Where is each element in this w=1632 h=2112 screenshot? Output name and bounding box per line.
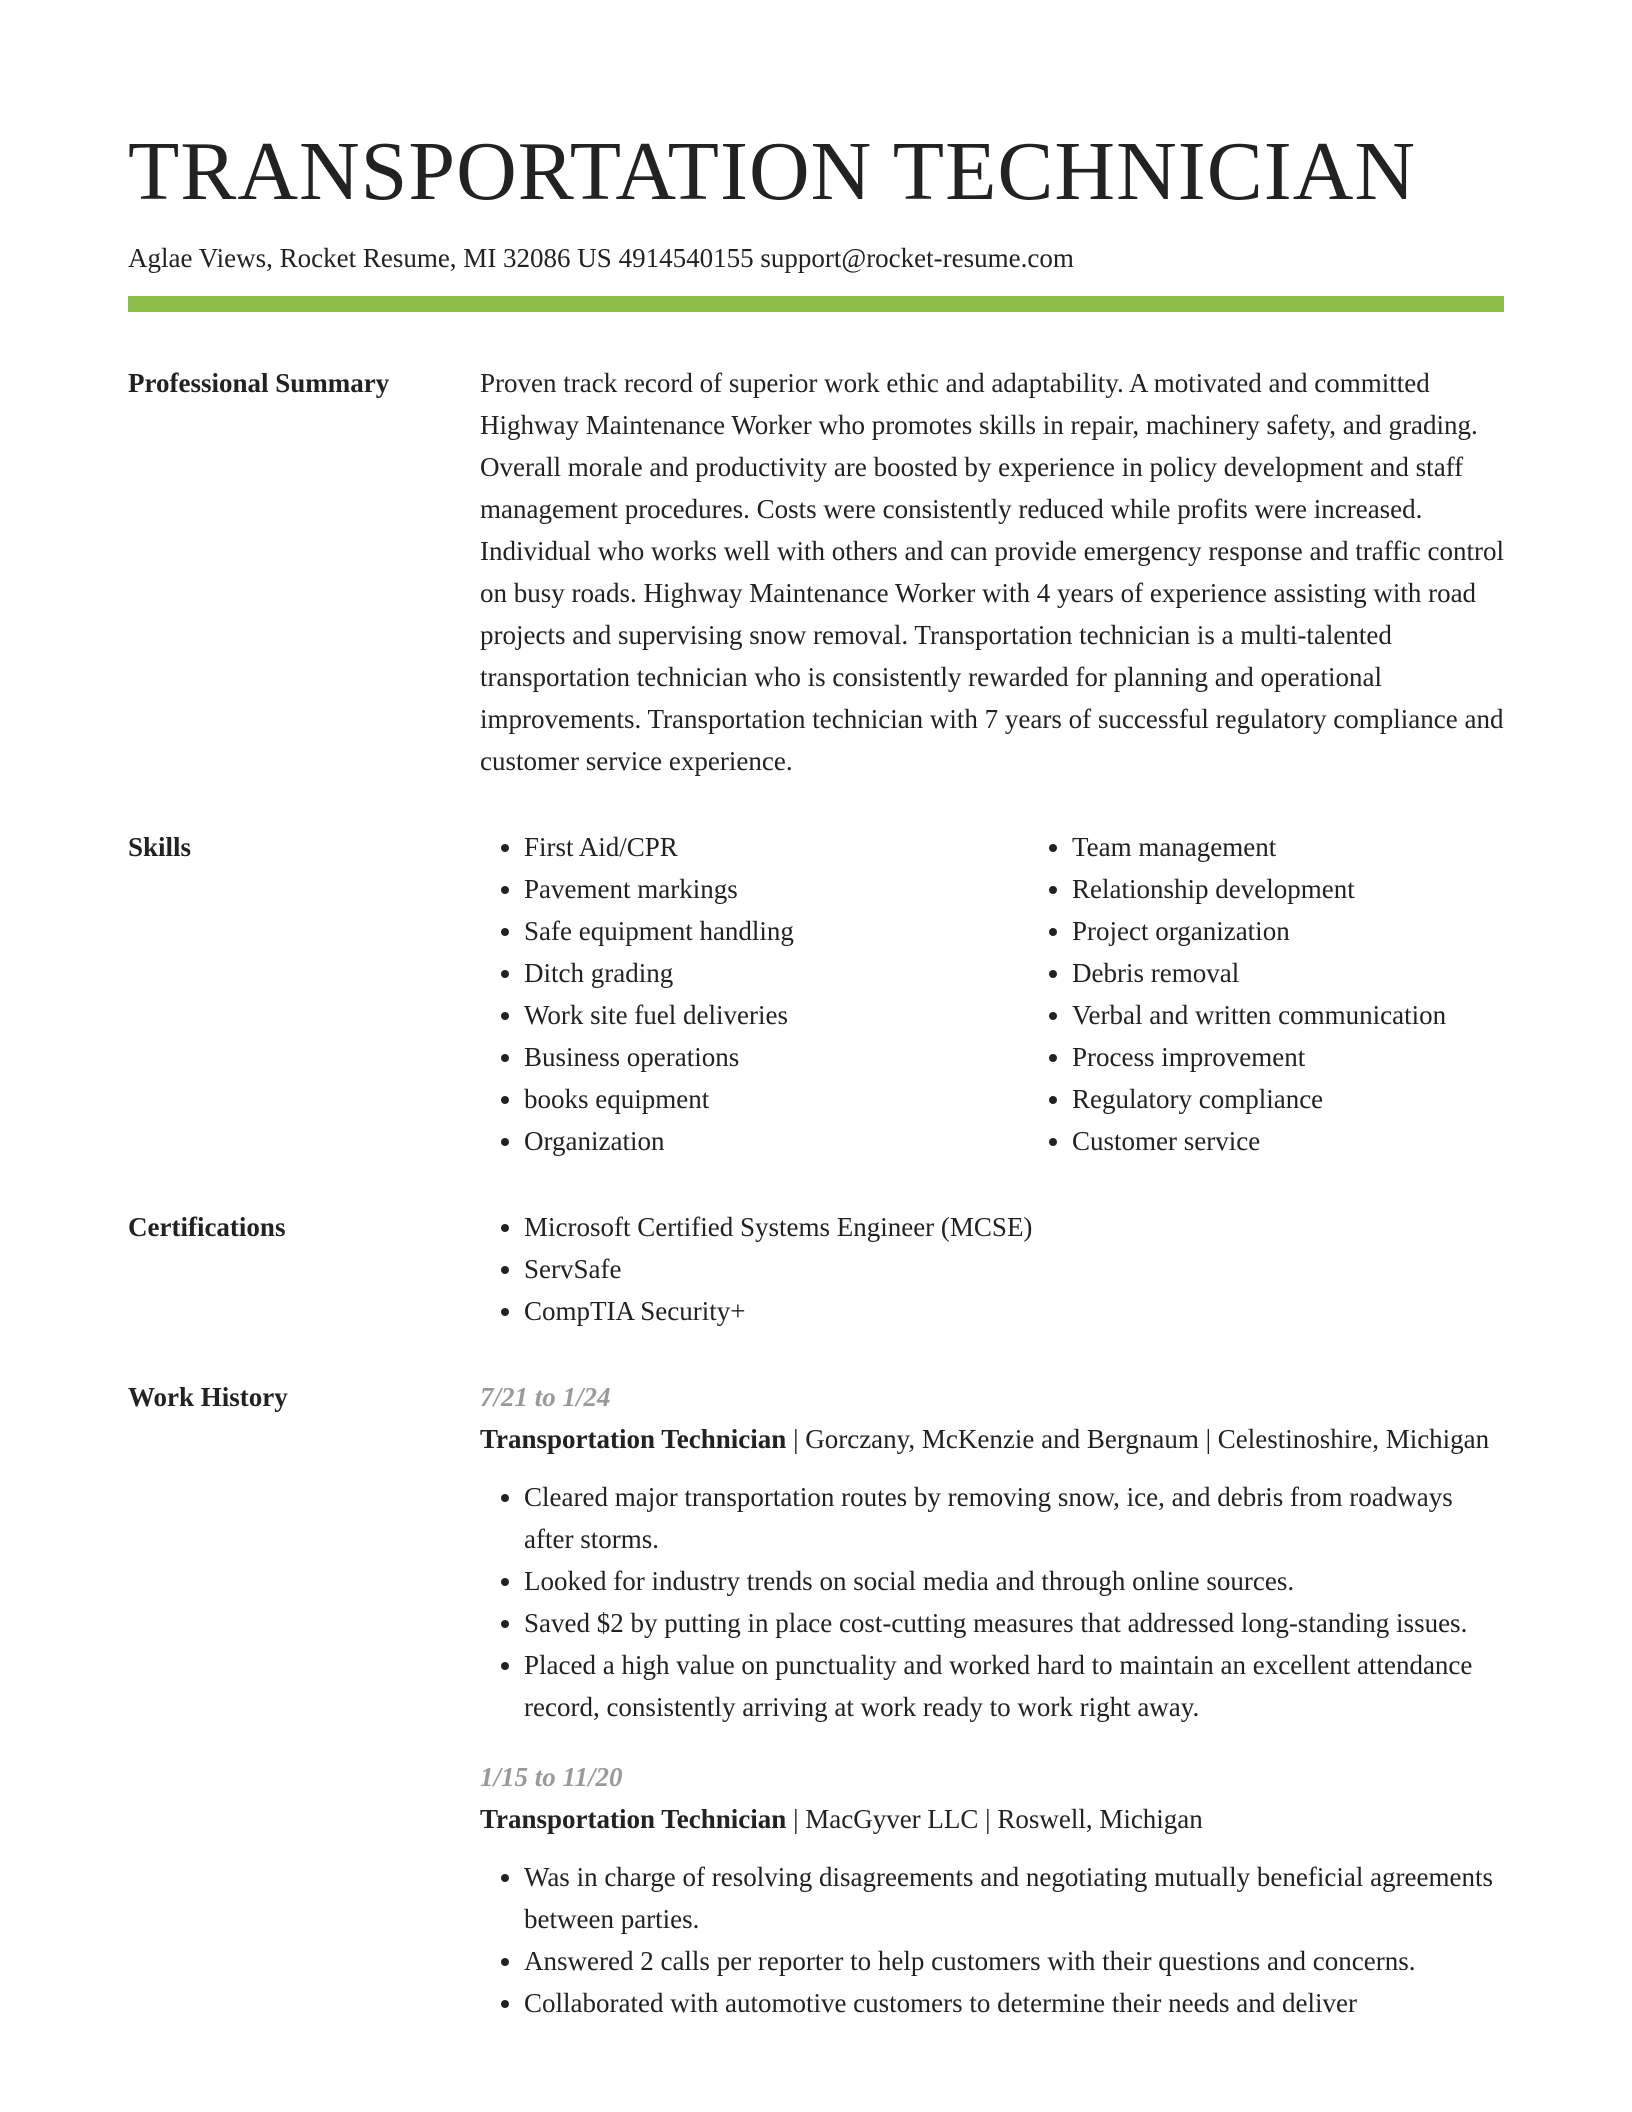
skill-item: • Project organization — [1072, 910, 1576, 952]
job-entry — [480, 1756, 1504, 2024]
job-title: Transportation Technician — [480, 1424, 787, 1454]
skills-list-right — [1028, 826, 1576, 1162]
skill-item: • Customer service — [1072, 1120, 1576, 1162]
certification-item: • CompTIA Security+ — [524, 1290, 1504, 1332]
section-title-summary: Professional Summary — [128, 368, 390, 398]
resume-page — [128, 112, 1504, 2052]
section-title-skills: Skills — [128, 832, 192, 862]
skill-item: • Relationship development — [1072, 868, 1576, 910]
job-bullet: • Looked for industry trends on social media and through online sources. — [524, 1560, 1504, 1602]
job-bullet: • Placed a high value on punctuality and worked hard to maintain an excellent attendance record, consistently arriving at work ready to work right away. — [524, 1644, 1504, 1728]
job-bullet: • Cleared major transportation routes by removing snow, ice, and debris from roadways after storms. — [524, 1476, 1504, 1560]
certification-item: • ServSafe — [524, 1248, 1504, 1290]
job-dates: 1/15 to 11/20 — [480, 1762, 623, 1792]
job-details: | Gorczany, McKenzie and Bergnaum | Celestinoshire, Michigan — [786, 1424, 1490, 1454]
skill-item: • Team management — [1072, 826, 1576, 868]
skill-item: • Safe equipment handling — [524, 910, 1028, 952]
section-title-work-history: Work History — [128, 1382, 288, 1412]
skill-item: • Work site fuel deliveries — [524, 994, 1028, 1036]
job-bullet: • Saved $2 by putting in place cost-cutting measures that addressed long-standing issues. — [524, 1602, 1504, 1644]
certifications-section — [128, 1206, 1504, 1332]
candidate-name: TRANSPORTATION TECHNICIAN — [128, 125, 1417, 218]
summary-section — [128, 362, 1504, 782]
summary-text: Proven track record of superior work ethic and adaptability. A motivated and committed Highway Maintenance Worker who promotes skills in repair, machinery safety, and grading. Overall morale and productivity are boosted by experience in policy development and staff management procedures. Costs were consistently reduced while profits were increased. Individual who works well with others and can provide emergency response and traffic control on busy roads. Highway Maintenance Worker with 4 years of experience assisting with road projects and supervising snow removal. Transportation technician is a multi-talented transportation technician who is consistently rewarded for planning and operational improvements. Transportation technician with 7 years of successful regulatory compliance and customer service experience. — [480, 368, 1504, 776]
job-bullets — [480, 1856, 1504, 2024]
job-bullet: • Was in charge of resolving disagreements and negotiating mutually beneficial agreements between parties. — [524, 1856, 1504, 1940]
contact-line: Aglae Views, Rocket Resume, MI 32086 US 4914540155 support@rocket-resume.com — [128, 243, 1074, 273]
certifications-list — [480, 1206, 1504, 1332]
skill-item: • Verbal and written communication — [1072, 994, 1576, 1036]
job-header — [480, 1418, 1504, 1460]
skill-item: • Organization — [524, 1120, 1028, 1162]
job-bullet: • Answered 2 calls per reporter to help customers with their questions and concerns. — [524, 1940, 1504, 1982]
skill-item: • Ditch grading — [524, 952, 1028, 994]
skill-item: • books equipment — [524, 1078, 1028, 1120]
section-title-certifications: Certifications — [128, 1212, 286, 1242]
job-bullets — [480, 1476, 1504, 1728]
job-details: | MacGyver LLC | Roswell, Michigan — [786, 1804, 1203, 1834]
skill-item: • Debris removal — [1072, 952, 1576, 994]
certification-item: • Microsoft Certified Systems Engineer (MCSE) — [524, 1206, 1504, 1248]
skills-section — [128, 826, 1504, 1162]
work-history-section — [128, 1376, 1504, 2052]
skill-item: • Business operations — [524, 1036, 1028, 1078]
job-title: Transportation Technician — [480, 1804, 787, 1834]
job-header — [480, 1798, 1504, 1840]
job-entry — [480, 1376, 1504, 1728]
job-dates: 7/21 to 1/24 — [480, 1382, 611, 1412]
accent-divider — [128, 296, 1504, 312]
skill-item: • Process improvement — [1072, 1036, 1576, 1078]
skills-list-left — [480, 826, 1028, 1162]
skill-item: • Regulatory compliance — [1072, 1078, 1576, 1120]
skill-item: • First Aid/CPR — [524, 826, 1028, 868]
skill-item: • Pavement markings — [524, 868, 1028, 910]
job-bullet: • Collaborated with automotive customers to determine their needs and deliver — [524, 1982, 1504, 2024]
